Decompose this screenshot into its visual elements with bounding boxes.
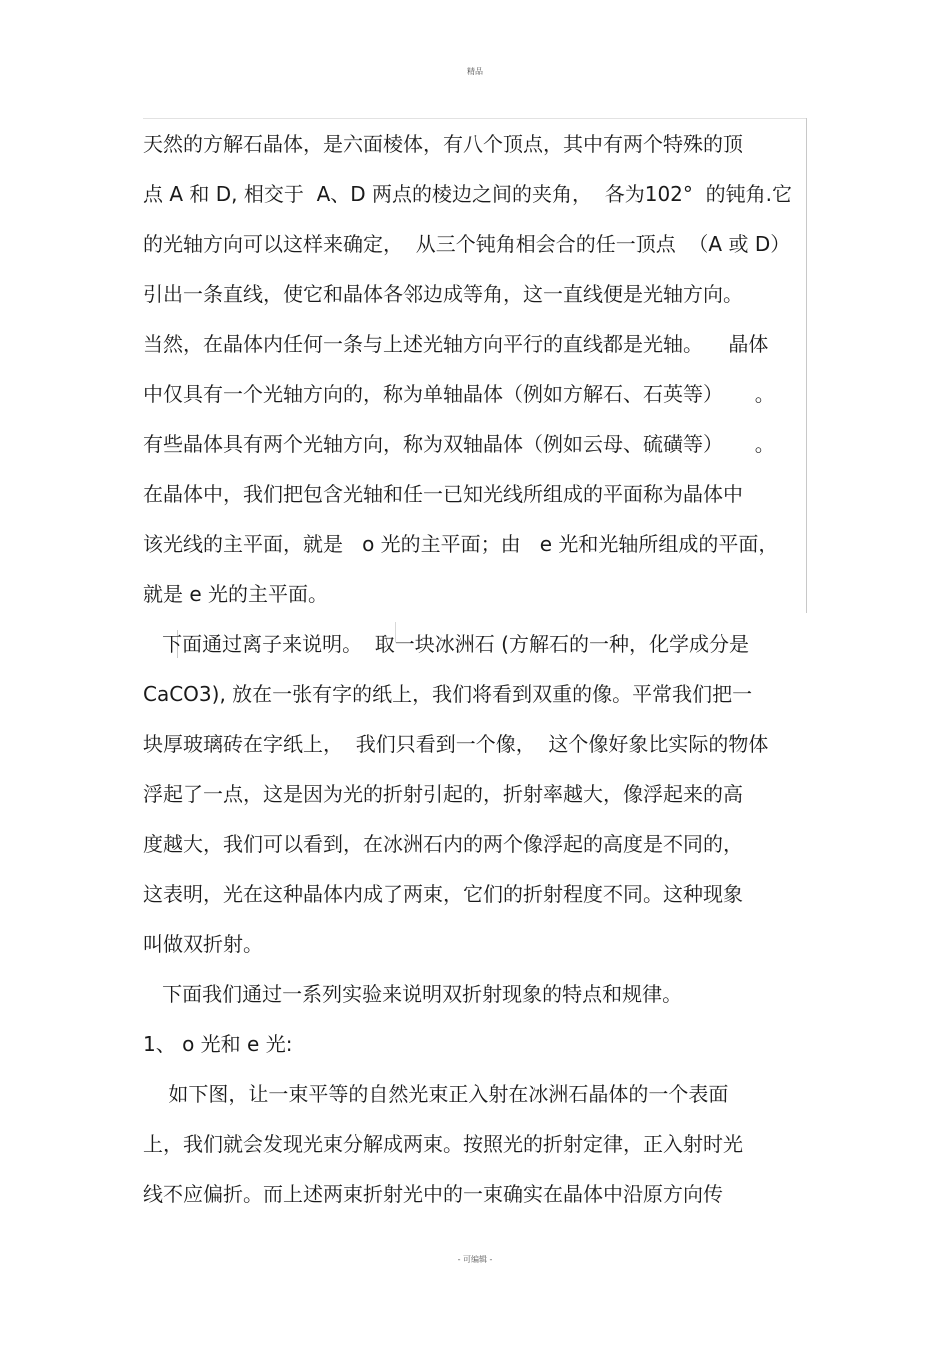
- text-line: 这表明，光在这种晶体内成了两束，它们的折射程度不同。这种现象: [143, 882, 743, 906]
- text-line: 的光轴方向可以这样来确定， 从三个钝角相会合的任一顶点 （A 或 D）: [143, 232, 791, 256]
- text-line: 有些晶体具有两个光轴方向，称为双轴晶体（例如云母、硫磺等） 。: [143, 432, 775, 456]
- text-line: CaCO3), 放在一张有字的纸上，我们将看到双重的像。平常我们把一: [143, 682, 753, 706]
- text-line: 1、 o 光和 e 光:: [143, 1032, 293, 1056]
- text-line: 下面通过离子来说明。 取一块冰洲石 (方解石的一种，化学成分是: [143, 632, 749, 656]
- box-right-border: [806, 118, 807, 613]
- text-line: 中仅具有一个光轴方向的，称为单轴晶体（例如方解石、石英等） 。: [143, 382, 775, 406]
- text-line: 点 A 和 D, 相交于 A、D 两点的棱边之间的夹角， 各为102° 的钝角.它: [143, 182, 792, 206]
- text-line: 浮起了一点，这是因为光的折射引起的，折射率越大，像浮起来的高: [143, 782, 743, 806]
- text-line: 该光线的主平面，就是 o 光的主平面；由 e 光和光轴所组成的平面，: [143, 532, 779, 556]
- text-line: 下面我们通过一系列实验来说明双折射现象的特点和规律。: [143, 982, 683, 1006]
- text-line: 度越大，我们可以看到，在冰洲石内的两个像浮起的高度是不同的，: [143, 832, 743, 856]
- text-line: 就是 e 光的主平面。: [143, 582, 329, 606]
- text-line: 引出一条直线，使它和晶体各邻边成等角，这一直线便是光轴方向。: [143, 282, 743, 306]
- text-line: 线不应偏折。而上述两束折射光中的一束确实在晶体中沿原方向传: [143, 1182, 723, 1206]
- header-mark: 精品: [467, 67, 483, 76]
- text-line: 上，我们就会发现光束分解成两束。按照光的折射定律，正入射时光: [143, 1132, 743, 1156]
- text-line: 块厚玻璃砖在字纸上， 我们只看到一个像， 这个像好象比实际的物体: [143, 732, 769, 756]
- box-top-border: [143, 118, 807, 119]
- footer-mark: - 可编辑 -: [457, 1255, 493, 1264]
- text-line: 天然的方解石晶体，是六面棱体，有八个顶点，其中有两个特殊的顶: [143, 132, 743, 156]
- text-line: 如下图，让一束平等的自然光束正入射在冰洲石晶体的一个表面: [143, 1082, 729, 1106]
- text-line: 叫做双折射。: [143, 932, 263, 956]
- text-line: 当然，在晶体内任何一条与上述光轴方向平行的直线都是光轴。 晶体: [143, 332, 769, 356]
- text-line: 在晶体中，我们把包含光轴和任一已知光线所组成的平面称为晶体中: [143, 482, 743, 506]
